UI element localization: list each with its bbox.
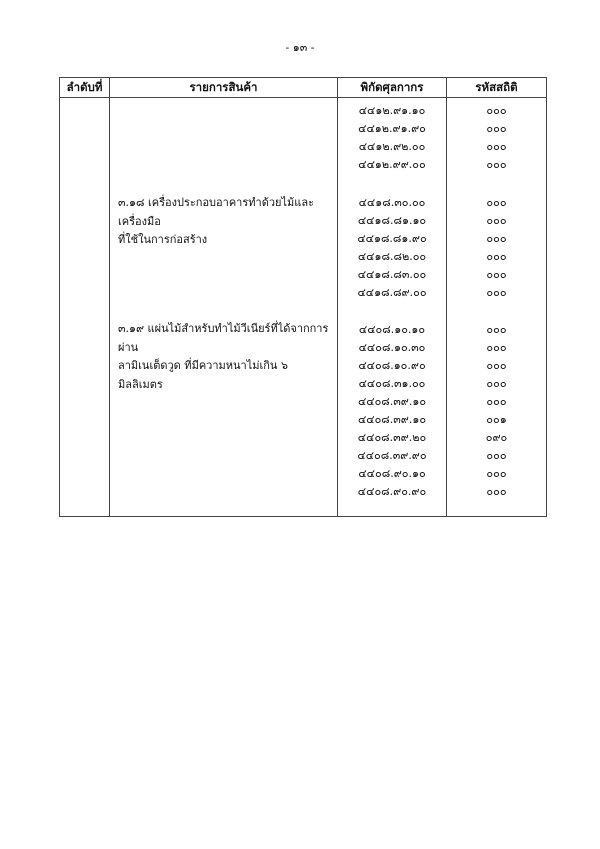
- tariff-code: ๔๔๐๘.๓๙.๙๐: [357, 449, 427, 462]
- tariff-code: ๔๔๐๘.๙๐.๙๐: [357, 485, 427, 498]
- header-tariff: พิกัดศุลกากร: [338, 78, 447, 98]
- tariff-code: ๔๔๐๘.๓๙.๒๐: [357, 431, 427, 444]
- table-header-row: [60, 78, 547, 98]
- tariff-code: ๔๔๑๒.๙๑.๑๐: [358, 104, 426, 117]
- stat-code: ๐๐๐: [486, 158, 507, 171]
- tariff-code: ๔๔๑๘.๘๑.๑๐: [357, 214, 427, 227]
- tariff-code: ๔๔๑๒.๙๒.๐๐: [358, 140, 426, 153]
- stat-code: ๐๐๐: [486, 395, 507, 408]
- seq-cell: [60, 98, 110, 517]
- desc-line: ๓.๑๘ เครื่องประกอบอาคารทำด้วยไม้และเครื่องมือ: [118, 196, 314, 228]
- description-cell: [110, 98, 338, 517]
- table-body-row: [60, 98, 547, 517]
- item-description-3-18: [118, 194, 333, 250]
- stat-code: ๐๙๐: [485, 431, 508, 444]
- stat-code: ๐๐๐: [486, 377, 507, 390]
- stat-code: ๐๐๐: [486, 214, 507, 227]
- header-item: รายการสินค้า: [110, 78, 338, 98]
- stat-code: ๐๐๐: [486, 268, 507, 281]
- stat-code: ๐๐๐: [486, 485, 507, 498]
- tariff-code: ๔๔๑๘.๘๓.๐๐: [357, 268, 427, 281]
- stat-code: ๐๐๐: [486, 341, 507, 354]
- stat-code: ๐๐๐: [486, 104, 507, 117]
- item-description-3-19: [118, 320, 333, 394]
- tariff-code: ๔๔๑๒.๙๙.๐๐: [358, 158, 426, 171]
- tariff-code: ๔๔๐๘.๓๑.๐๐: [358, 377, 426, 390]
- stat-code: ๐๐๐: [486, 232, 507, 245]
- tariff-table: [59, 77, 547, 517]
- desc-line: ลามิเนเต็ดวูด ที่มีความหนาไม่เกิน ๖ มิลลิเมตร: [118, 359, 288, 391]
- tariff-code: ๔๔๐๘.๓๙.๑๐: [357, 395, 427, 408]
- tariff-code: ๔๔๑๘.๘๙.๐๐: [357, 286, 427, 299]
- tariff-code-cell: [338, 98, 447, 517]
- stat-code: ๐๐๐: [486, 196, 507, 209]
- desc-line: ที่ใช้ในการก่อสร้าง: [118, 233, 208, 246]
- tariff-code: ๔๔๑๘.๓๐.๐๐: [358, 196, 426, 209]
- tariff-code: ๔๔๑๘.๘๒.๐๐: [357, 250, 427, 263]
- tariff-code: ๔๔๐๘.๑๐.๑๐: [358, 323, 426, 336]
- stat-code: ๐๐๐: [486, 250, 507, 263]
- stat-code: ๐๐๐: [486, 449, 507, 462]
- stat-code: ๐๐๐: [486, 467, 507, 480]
- stat-code-cell: [447, 98, 547, 517]
- page-number: - ๑๓ -: [285, 41, 315, 54]
- stat-code: ๐๐๐: [486, 140, 507, 153]
- desc-line: ๓.๑๙ แผ่นไม้สำหรับทำไม้วีเนียร์ที่ได้จากการผ่าน: [118, 322, 329, 354]
- stat-code: ๐๐๐: [486, 286, 507, 299]
- tariff-code: ๔๔๑๒.๙๑.๙๐: [358, 122, 426, 135]
- tariff-code: ๔๔๐๘.๑๐.๓๐: [358, 341, 426, 354]
- header-stat: รหัสสถิติ: [447, 78, 547, 98]
- stat-code: ๐๐๐: [486, 323, 507, 336]
- tariff-code: ๔๔๐๘.๙๐.๑๐: [358, 467, 426, 480]
- stat-code: ๐๐๐: [486, 122, 507, 135]
- tariff-code: ๔๔๐๘.๓๙.๑๐: [357, 413, 427, 426]
- stat-code: ๐๐๐: [486, 359, 507, 372]
- tariff-code: ๔๔๐๘.๑๐.๙๐: [358, 359, 426, 372]
- tariff-code: ๔๔๑๘.๘๑.๙๐: [357, 232, 427, 245]
- stat-code: ๐๐๑: [486, 413, 507, 426]
- header-seq: ลำดับที่: [60, 78, 110, 98]
